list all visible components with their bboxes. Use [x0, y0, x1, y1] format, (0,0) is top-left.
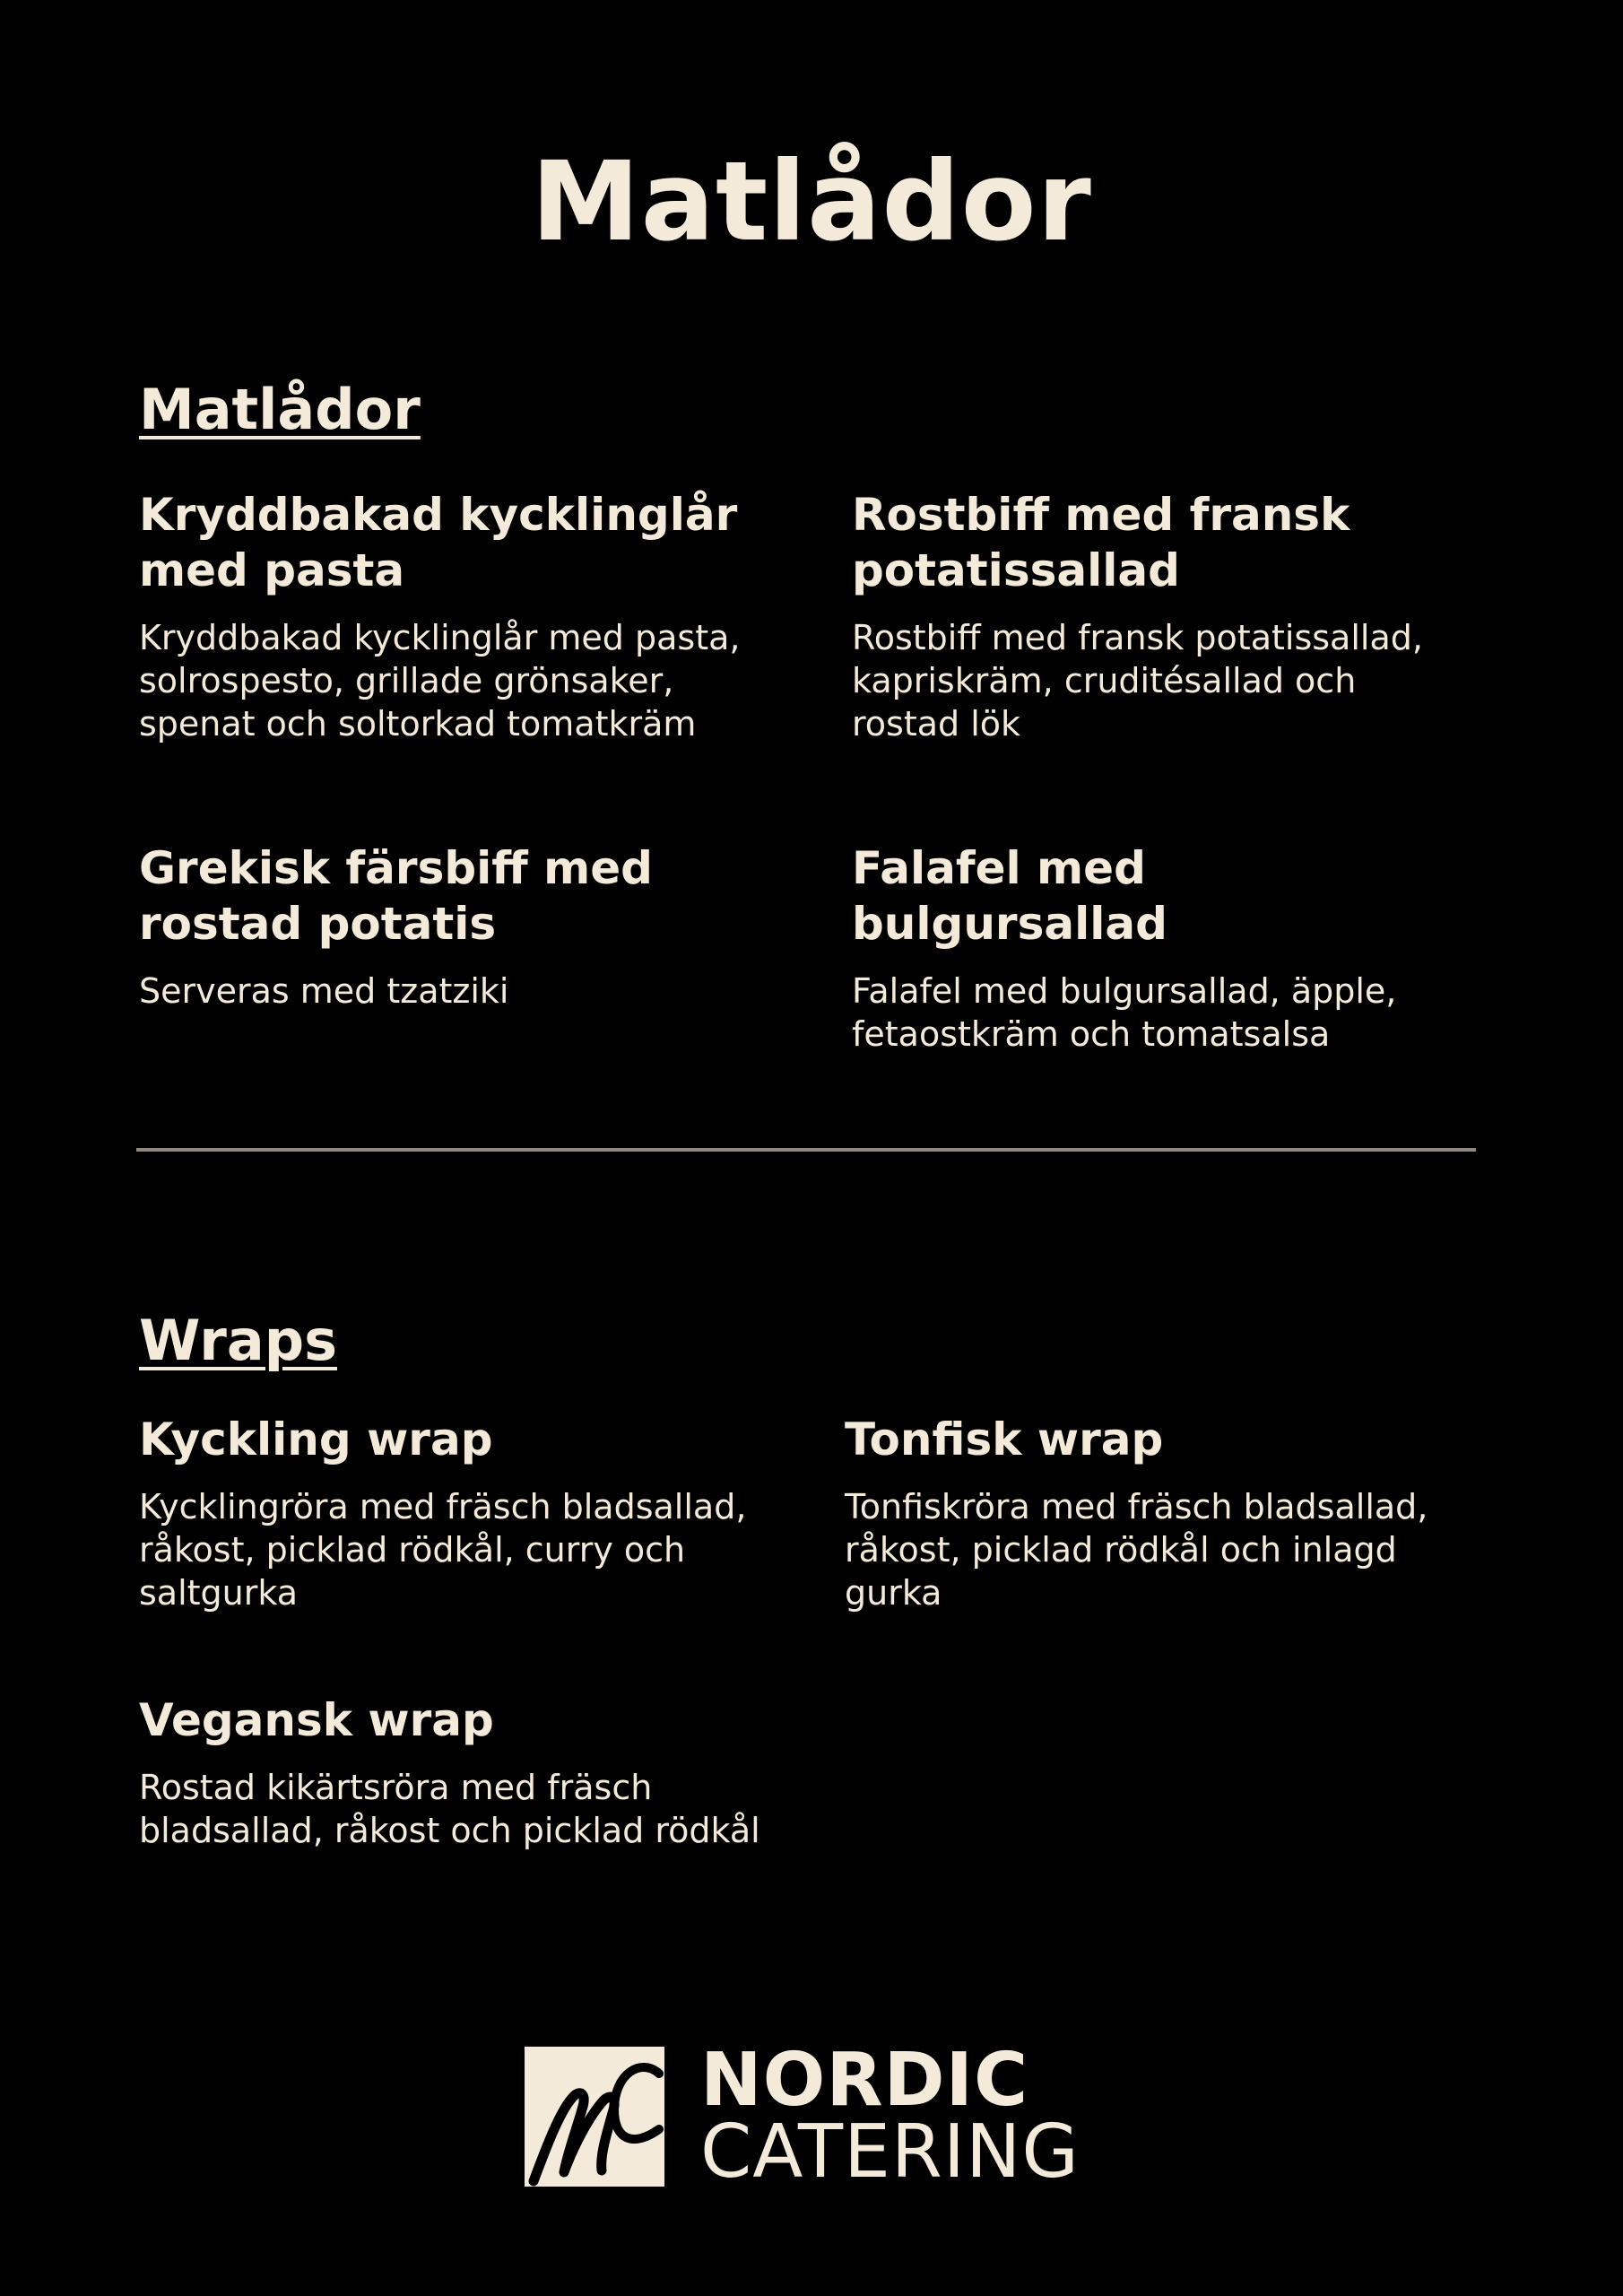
menu-item	[139, 840, 767, 1013]
menu-item	[139, 1692, 785, 1852]
menu-item	[845, 1412, 1463, 1614]
menu-item-title: Kyckling wrap	[139, 1413, 493, 1465]
menu-item-title: Rostbiff med fransk potatissallad	[852, 489, 1350, 596]
menu-item-title: Grekisk färsbiff med rostad potatis	[139, 842, 653, 950]
brand-wordmark	[700, 2038, 1080, 2195]
menu-item	[852, 487, 1462, 745]
menu-item-title: Vegansk wrap	[139, 1694, 494, 1746]
brand-name-line1: NORDIC	[700, 2038, 1029, 2123]
page-title: Matlådor	[531, 138, 1092, 265]
section-heading-matlador: Matlådor	[139, 377, 421, 442]
logo-monogram-icon	[525, 2047, 664, 2187]
section-heading-wraps: Wraps	[139, 1308, 337, 1373]
menu-item-title: Tonfisk wrap	[845, 1413, 1164, 1465]
menu-item	[139, 1412, 767, 1614]
menu-item-description: Tonfiskröra med fräsch bladsallad, råkost, picklad rödkål och inlagd gurka	[845, 1487, 1428, 1613]
section-divider	[136, 1148, 1476, 1152]
menu-item-description: Rostad kikärtsröra med fräsch bladsallad, råkost och picklad rödkål	[139, 1768, 760, 1850]
menu-item-title: Falafel med bulgursallad	[852, 842, 1167, 950]
menu-item-description: Falafel med bulgursallad, äpple, fetaostkräm och tomatsalsa	[852, 971, 1397, 1054]
menu-item	[139, 487, 794, 745]
menu-item-description: Serveras med tzatziki	[139, 971, 509, 1011]
brand-logo	[525, 2038, 1080, 2195]
brand-name-line2: CATERING	[700, 2109, 1080, 2195]
menu-item	[852, 840, 1462, 1056]
menu-item-description: Rostbiff med fransk potatissallad, kapriskräm, cruditésallad och rostad lök	[852, 618, 1423, 744]
menu-item-description: Kycklingröra med fräsch bladsallad, råkost, picklad rödkål, curry och saltgurka	[139, 1487, 747, 1613]
menu-item-title: Kryddbakad kycklinglår med pasta	[139, 489, 738, 596]
menu-item-description: Kryddbakad kycklinglår med pasta, solrospesto, grillade grönsaker, spenat och soltorkad tomatkräm	[139, 618, 741, 744]
